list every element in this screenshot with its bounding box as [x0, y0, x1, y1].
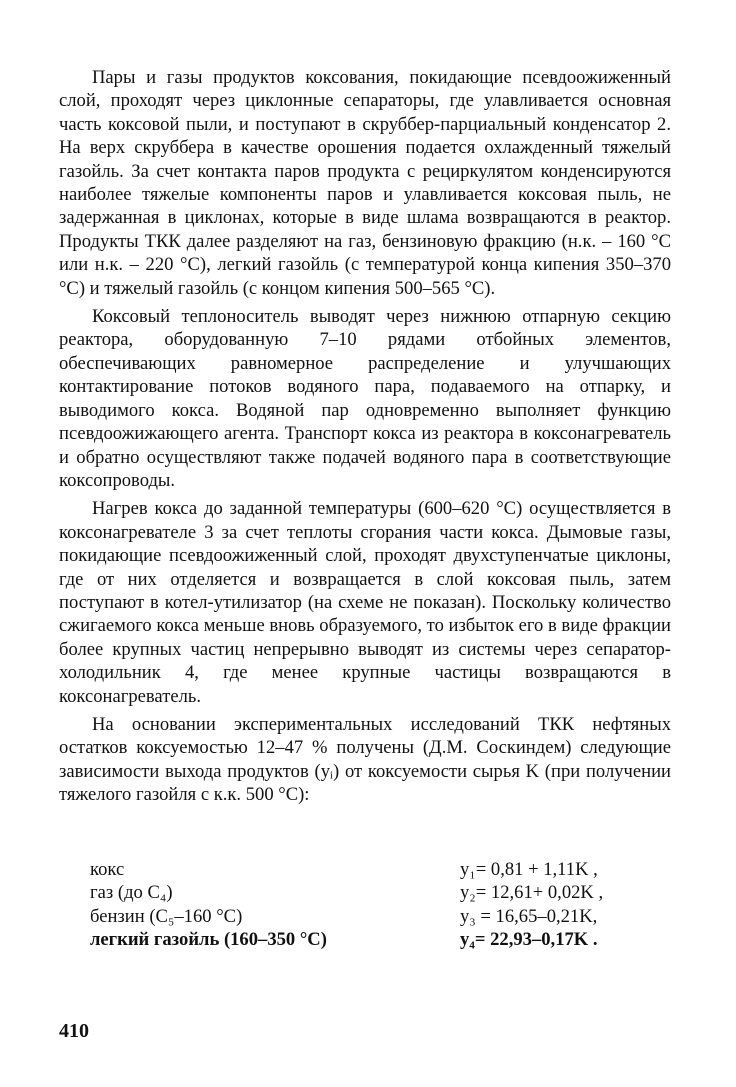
- formula-row: [90, 858, 650, 881]
- formula-label: бензин (C₅–160 °С): [90, 905, 243, 927]
- formula-equation: y₃ = 16,65–0,21K,: [460, 905, 598, 927]
- formula-label: кокс: [90, 859, 125, 880]
- page-number: 410: [59, 1020, 89, 1042]
- formula-row: [90, 881, 650, 904]
- formula-row: [90, 905, 650, 928]
- paragraph-1: Пары и газы продуктов коксования, покидающие псевдоожиженный слой, проходят через циклонные сепараторы, где улавливается основная часть коксовой пыли, и поступают в скруббер-парциальный конденсатор 2. На верх скруббера в качестве орошения подается охлажденный тяжелый газойль. За счет контакта паров продукта с рециркулятом конденсируются наиболее тяжелые компоненты паров и улавливается коксовая пыль, не задержанная в циклонах, которые в виде шлама возвращаются в реактор. Продукты ТКК далее разделяют на газ, бензиновую фракцию (н.к. – 160 °С или н.к. – 220 °С), легкий газойль (с температурой конца кипения 350–370 °С) и тяжелый газойль (с концом кипения 500–565 °С).: [59, 67, 671, 299]
- yield-formulas: [90, 858, 650, 952]
- paragraph-3: Нагрев кокса до заданной температуры (600–620 °С) осуществляется в коксонагревателе 3 за счет теплоты сгорания части кокса. Дымовые газы, покидающие псевдоожиженный слой, проходят двухступенчатые циклоны, где от них отделяется и возвращается в слой коксовая пыль, затем поступают в котел-утилизатор (на схеме не показан). Поскольку количество сжигаемого кокса меньше вновь образуемого, то избыток его в виде фракции более крупных частиц непрерывно выводят из системы через сепаратор-холодильник 4, где менее крупные частицы возвращаются в коксонагреватель.: [59, 498, 671, 707]
- formula-label: легкий газойль (160–350 °С): [90, 929, 327, 951]
- body-text: [59, 66, 671, 812]
- formula-label: газ (до C₄): [90, 882, 173, 904]
- paragraph-4: На основании экспериментальных исследований ТКК нефтяных остатков коксуемостью 12–47 % получены (Д.М. Соскиндем) следующие зависимости выхода продуктов (yᵢ) от коксуемости сырья K (при получении тяжелого газойля с к.к. 500 °С):: [59, 713, 671, 806]
- formula-equation: y₁= 0,81 + 1,11K ,: [460, 859, 598, 880]
- formula-equation: y₄= 22,93–0,17K .: [460, 929, 598, 951]
- formula-row: [90, 928, 650, 951]
- formula-equation: y₂= 12,61+ 0,02K ,: [460, 882, 604, 904]
- paragraph-2: Коксовый теплоноситель выводят через нижнюю отпарную секцию реактора, оборудованную 7–10 рядами отбойных элементов, обеспечивающих равномерное распределение и улучшающих контактирование потоков водяного пара, подаваемого на отпарку, и выводимого кокса. Водяной пар одновременно выполняет функцию псевдоожижающего агента. Транспорт кокса из реактора в коксонагреватель и обратно осуществляют также подачей водяного пара в соответствующие коксопроводы.: [59, 306, 671, 491]
